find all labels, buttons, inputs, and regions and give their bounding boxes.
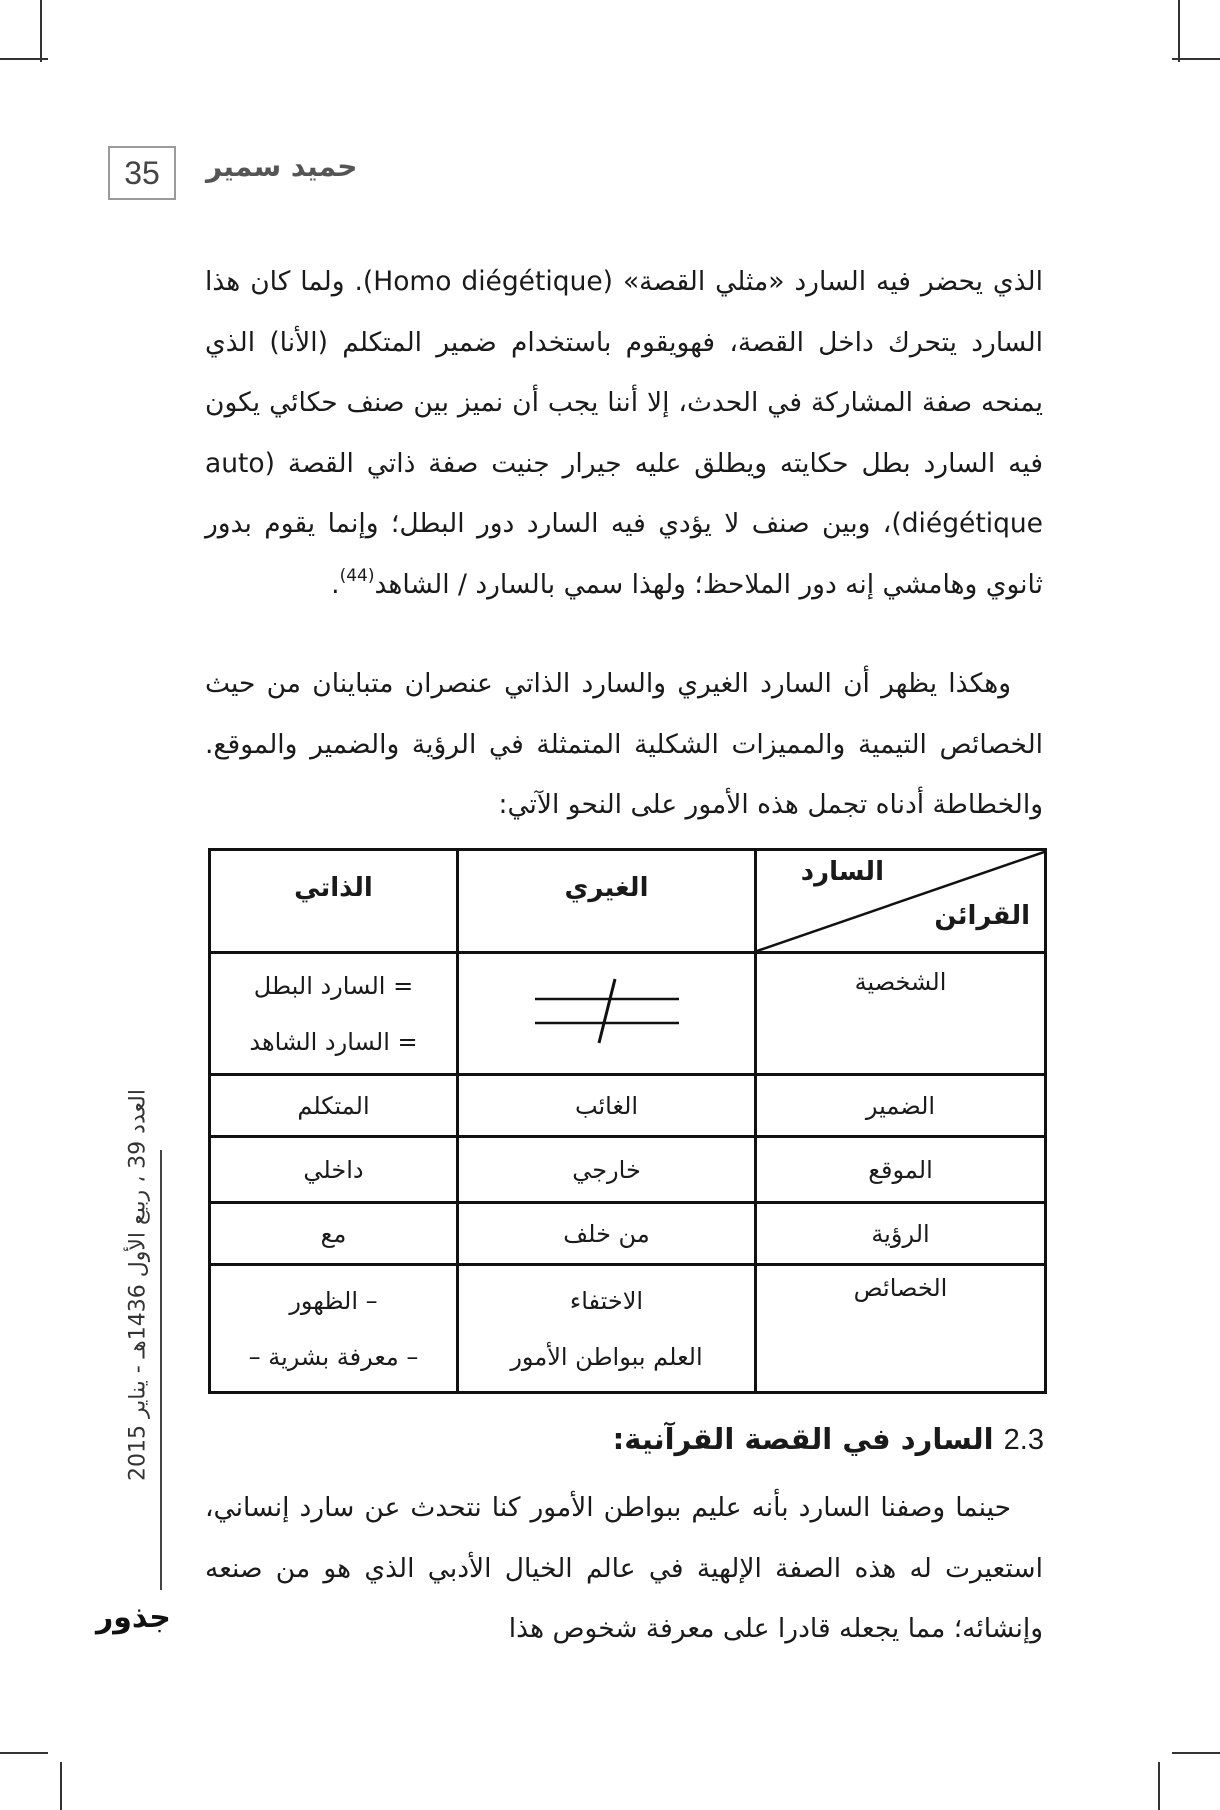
ghayri-cell: الغائب [458,1075,756,1137]
ghayri-cell: خارجي [458,1137,756,1203]
dhati-cell: داخلي [210,1137,458,1203]
section-number: 2.3 [1003,1424,1044,1456]
column-header-ghayri: الغيري [458,850,756,953]
body-paragraph-3 [205,1478,1043,1660]
footnote-marker: (44) [339,565,375,586]
row-label: الخصائص [756,1265,1046,1393]
row-label: الموقع [756,1137,1046,1203]
crop-mark [1178,0,1180,62]
dhati-cell [210,953,458,1075]
crop-mark [0,58,48,60]
crop-mark [40,0,42,62]
cell-line: – الظهور [289,1286,378,1315]
table-row [210,1137,1046,1203]
sidebar-rule [160,1150,162,1590]
column-header-dhati: الذاتي [210,850,458,953]
body-paragraph-1 [205,252,1043,615]
table-corner-cell [756,850,1046,953]
corner-label-narrator: السارد [800,857,884,887]
not-equal-icon [527,971,687,1051]
dhati-cell: مع [210,1203,458,1265]
crop-mark [1172,1752,1220,1754]
paragraph-text: الذي يحضر فيه السارد «مثلي القصة» (Homo diégétique). ولما كان هذا السارد يتحرك داخل القصة، فهويقوم باستخدام ضمير المتكلم (الأنا) الذي يمنحه صفة المشاركة في الحدث، إلا أننا يجب أن نميز بين صنف حكائي يكون فيه السارد بطل حكايته ويطلق عليه جيرار جنيت صفة ذاتي القصة (auto diégétique)، وبين صنف لا يؤدي فيه السارد دور البطل؛ وإنما يقوم بدور ثانوي وهامشي إنه دور الملاحظ؛ ولهذا سمي بالسارد / الشاهد [205,266,1043,600]
table-row [210,1203,1046,1265]
corner-label-indicators: القرائن [934,901,1030,931]
narrator-comparison-table [208,848,1047,1394]
crop-mark [1158,1762,1160,1810]
section-heading [560,1422,1044,1457]
table-header-row [210,850,1046,953]
dhati-cell: المتكلم [210,1075,458,1137]
not-equal-symbol-cell [458,953,756,1075]
paragraph-end: . [331,568,340,600]
table-row [210,1075,1046,1137]
ghayri-cell: من خلف [458,1203,756,1265]
cell-line: – معرفة بشرية – [248,1342,419,1371]
row-label: الشخصية [756,953,1046,1075]
table-row [210,1265,1046,1393]
table-row [210,953,1046,1075]
cell-line: = السارد الشاهد [249,1027,418,1056]
crop-mark [60,1762,62,1810]
cell-line: الاختفاء [569,1286,644,1315]
ghayri-cell [458,1265,756,1393]
crop-mark [1172,58,1220,60]
cell-line: العلم ببواطن الأمور [510,1342,703,1371]
crop-mark [0,1752,48,1754]
cell-line: = السارد البطل [253,971,414,1000]
dhati-cell [210,1265,458,1393]
paragraph-text: وهكذا يظهر أن السارد الغيري والسارد الذاتي عنصران متباينان من حيث الخصائص التيمية والمميزات الشكلية المتمثلة في الرؤية والضمير والموقع. والخطاطة أدناه تجمل هذه الأمور على النحو الآتي: [205,668,1043,820]
row-label: الرؤية [756,1203,1046,1265]
row-label: الضمير [756,1075,1046,1137]
body-paragraph-2 [205,654,1043,836]
page-number: 35 [108,146,176,200]
section-title: السارد في القصة القرآنية: [612,1422,994,1456]
issue-info: العدد 39 ، ربيع الأول 1436هـ - يناير 2015 [125,1089,151,1481]
running-head-author: حميد سمير [206,150,358,183]
journal-logo: جذور [96,1600,171,1635]
paragraph-text: حينما وصفنا السارد بأنه عليم ببواطن الأمور كنا نتحدث عن سارد إنساني، استعيرت له هذه الصفة الإلهية في عالم الخيال الأدبي الذي هو من صنعه وإنشائه؛ مما يجعله قادرا على معرفة شخوص هذا [205,1492,1043,1644]
